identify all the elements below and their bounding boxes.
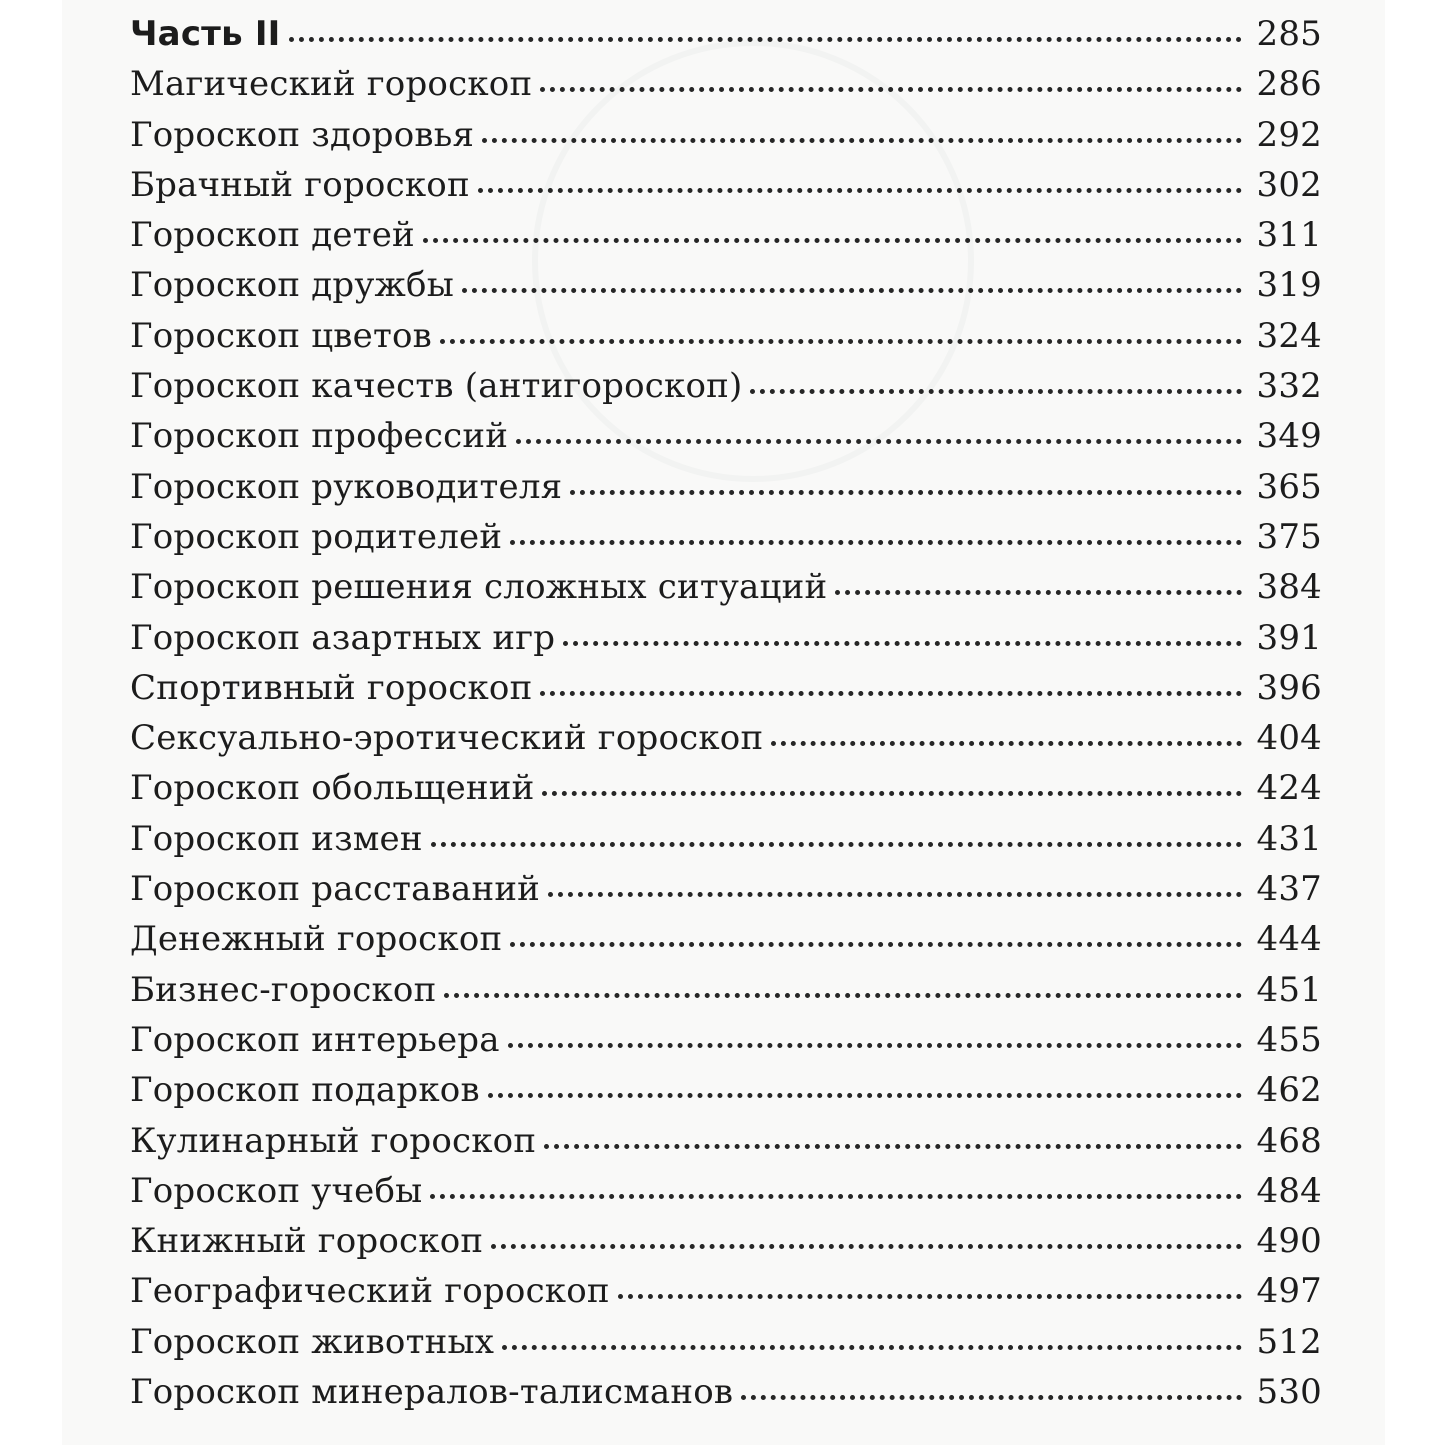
toc-entry-title: Гороскоп профессий [130,416,509,457]
toc-entry [130,265,1322,315]
toc-page-number: 530 [1256,1372,1322,1413]
toc-entry-title: Гороскоп качеств (антигороскоп) [130,366,743,407]
toc-entry-title: Гороскоп руководителя [130,466,563,507]
toc-entry-title: Географический гороскоп [130,1271,610,1312]
toc-entry [130,718,1322,768]
toc-entry-title: Гороскоп детей [130,215,415,256]
dot-leader [542,791,1242,796]
dot-leader [289,37,1242,42]
toc-entry-title: Гороскоп здоровья [130,114,475,155]
toc-page-number: 286 [1256,64,1322,105]
toc-entry [130,1121,1322,1171]
dot-leader [462,288,1242,293]
toc-entry [130,768,1322,818]
dot-leader [488,1093,1242,1098]
toc-entry [130,1221,1322,1271]
dot-leader [491,1244,1242,1249]
book-page [62,0,1385,1445]
toc-entry-title: Денежный гороскоп [130,919,503,960]
dot-leader [510,942,1242,947]
toc-entry [130,618,1322,668]
toc-page-number: 285 [1256,14,1322,54]
toc-entry [130,1322,1322,1372]
toc-entry-title: Гороскоп минералов-талисманов [130,1372,734,1413]
dot-leader [502,1345,1242,1350]
toc-entry-title: Гороскоп измен [130,818,423,859]
toc-page-number: 424 [1256,768,1322,809]
toc-entry-title: Спортивный гороскоп [130,667,533,708]
dot-leader [771,741,1242,746]
toc-entry [130,919,1322,969]
toc-page-number: 396 [1256,667,1322,708]
toc-entry [130,165,1322,215]
toc-entry [130,869,1322,919]
toc-entry-title: Гороскоп азартных игр [130,617,556,658]
toc-entry [130,1020,1322,1070]
toc-entry-title: Гороскоп родителей [130,516,503,557]
toc-page-number: 319 [1256,265,1322,306]
toc-page-number: 437 [1256,869,1322,910]
toc-page-number: 324 [1256,315,1322,356]
toc-page-number: 484 [1256,1170,1322,1211]
toc-page-number: 455 [1256,1019,1322,1060]
dot-leader [431,842,1242,847]
toc-entry [130,1271,1322,1321]
dot-leader [440,339,1242,344]
table-of-contents [130,14,1322,1422]
toc-entry-title: Книжный гороскоп [130,1221,484,1262]
toc-page-number: 497 [1256,1271,1322,1312]
dot-leader [835,590,1242,595]
toc-entry [130,215,1322,265]
toc-entry [130,14,1322,64]
dot-leader [516,439,1242,444]
dot-leader [540,691,1242,696]
toc-page-number: 468 [1256,1120,1322,1161]
toc-page-number: 462 [1256,1070,1322,1111]
toc-entry-title: Брачный гороскоп [130,164,470,205]
toc-entry [130,416,1322,466]
dot-leader [510,540,1242,545]
dot-leader [482,138,1242,143]
toc-entry [130,819,1322,869]
toc-entry [130,366,1322,416]
toc-part-heading: Часть II [130,14,281,54]
toc-entry-title: Гороскоп интерьера [130,1019,500,1060]
toc-entry [130,64,1322,114]
toc-entry-title: Сексуально-эротический гороскоп [130,718,764,759]
toc-page-number: 365 [1256,466,1322,507]
toc-entry [130,1171,1322,1221]
toc-page-number: 332 [1256,366,1322,407]
toc-entry-title: Гороскоп цветов [130,315,432,356]
toc-entry-title: Гороскоп учебы [130,1170,423,1211]
toc-page-number: 375 [1256,516,1322,557]
dot-leader [544,1144,1242,1149]
dot-leader [563,641,1242,646]
toc-entry [130,1372,1322,1422]
toc-page-number: 451 [1256,969,1322,1010]
toc-page-number: 302 [1256,164,1322,205]
toc-entry [130,1070,1322,1120]
toc-entry [130,115,1322,165]
dot-leader [508,1043,1242,1048]
toc-entry [130,517,1322,567]
toc-entry-title: Гороскоп животных [130,1321,495,1362]
toc-entry-title: Магический гороскоп [130,64,533,105]
toc-page-number: 404 [1256,718,1322,759]
toc-page-number: 431 [1256,818,1322,859]
toc-entry-title: Бизнес-гороскоп [130,969,437,1010]
toc-page-number: 391 [1256,617,1322,658]
dot-leader [478,188,1242,193]
toc-page-number: 292 [1256,114,1322,155]
toc-entry [130,567,1322,617]
toc-entry [130,316,1322,366]
toc-page-number: 490 [1256,1221,1322,1262]
dot-leader [430,1194,1242,1199]
toc-entry-title: Гороскоп дружбы [130,265,454,306]
dot-leader [423,238,1242,243]
toc-page-number: 512 [1256,1321,1322,1362]
dot-leader [618,1294,1242,1299]
toc-entry [130,467,1322,517]
toc-entry-title: Кулинарный гороскоп [130,1120,537,1161]
toc-page-number: 311 [1256,215,1322,256]
dot-leader [570,490,1242,495]
toc-entry-title: Гороскоп решения сложных ситуаций [130,567,828,608]
dot-leader [750,389,1242,394]
dot-leader [548,892,1242,897]
toc-page-number: 349 [1256,416,1322,457]
toc-entry-title: Гороскоп подарков [130,1070,480,1111]
dot-leader [444,993,1242,998]
dot-leader [540,87,1242,92]
dot-leader [741,1395,1242,1400]
toc-page-number: 384 [1256,567,1322,608]
toc-page-number: 444 [1256,919,1322,960]
toc-entry-title: Гороскоп расставаний [130,869,541,910]
toc-entry [130,668,1322,718]
toc-entry-title: Гороскоп обольщений [130,768,535,809]
toc-entry [130,970,1322,1020]
